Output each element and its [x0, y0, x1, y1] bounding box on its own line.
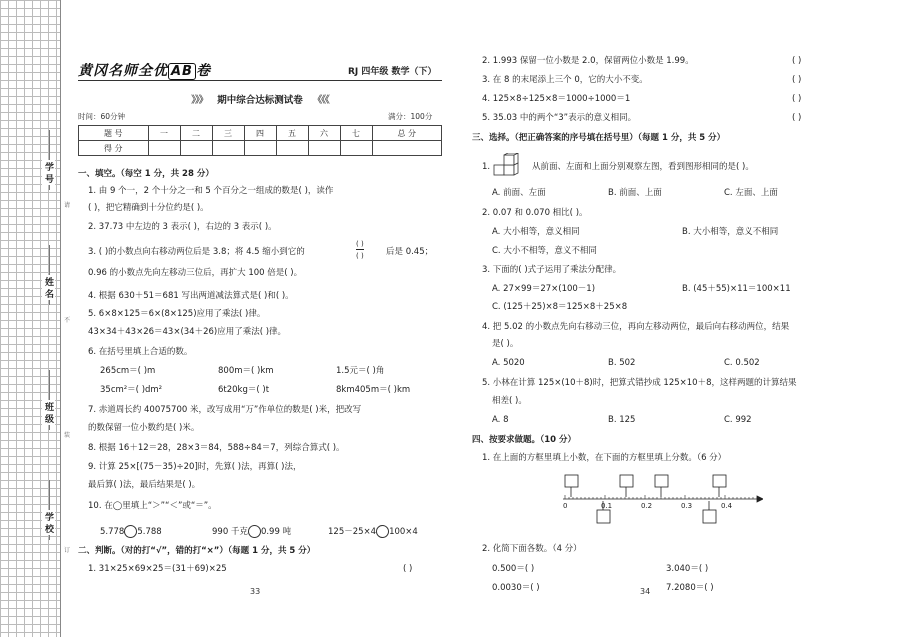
simplify-item: 0.0030＝( ): [492, 583, 540, 593]
conversion-item: 265cm＝( )m: [100, 366, 156, 376]
tick-label: 0.1: [601, 502, 613, 510]
question-text: 1. 31×25×69×25＝(31＋69)×25: [88, 564, 227, 574]
simplify-item: 3.040＝( ): [666, 564, 709, 574]
answer-box-top: [655, 475, 668, 487]
page-number: 33: [250, 587, 261, 596]
question-text: 最后算( )法，最后结果是( )。: [88, 480, 201, 490]
question-text: 4. 把 5.02 的小数点先向右移动三位，再向左移动两位，最后向右移动两位，结果: [482, 322, 790, 332]
question-text: 0.96 的小数点先向左移动三位后，再扩大 100 倍是( )。: [88, 268, 303, 278]
option-b[interactable]: B. 125: [608, 415, 636, 425]
table-cell: 得 分: [79, 141, 149, 156]
table-cell: 七: [340, 126, 372, 141]
conversion-item: 35cm²＝( )dm²: [100, 385, 163, 395]
question-text: 1. 由 9 个一，2 个十分之一和 5 个百分之一组成的数是( )，读作: [88, 186, 334, 196]
answer-paren[interactable]: ( ): [792, 75, 802, 85]
number-line-arrow: [757, 496, 763, 502]
question-text: 后是 0.45；: [386, 247, 434, 257]
grid-margin: [0, 0, 61, 637]
score-cell[interactable]: [276, 141, 308, 156]
seal-mark: 装: [64, 432, 71, 439]
question-text: 2. 0.07 和 0.070 相比( )。: [482, 208, 588, 218]
answer-paren[interactable]: ( ): [792, 56, 802, 66]
option-a[interactable]: A. 大小相等，意义相同: [492, 227, 580, 237]
table-cell: 一: [148, 126, 180, 141]
table-cell: 二: [180, 126, 212, 141]
answer-box-bottom: [703, 510, 716, 523]
section-title: 四、按要求做题。（10 分）: [472, 435, 577, 445]
question-text: 6. 在括号里填上合适的数。: [88, 347, 193, 357]
sidebar-label-class: 班 级: [43, 402, 53, 424]
conversion-item: 1.5元＝( )角: [336, 366, 385, 376]
option-b[interactable]: B. 502: [608, 358, 636, 368]
table-cell: 五: [276, 126, 308, 141]
seal-mark: 不: [64, 317, 71, 324]
section-title: 二、判断。（对的打“√”，错的打“×”）（每题 1 分，共 5 分）: [78, 546, 316, 556]
question-text: 10. 在◯里填上“＞”“＜”或“＝”。: [88, 501, 217, 511]
sidebar-label-name: 姓 名: [43, 277, 53, 299]
answer-paren[interactable]: ( ): [792, 94, 802, 104]
header-divider: [78, 80, 442, 81]
question-text: 4. 根据 630＋51＝681 写出两道减法算式是( )和( )。: [88, 291, 294, 301]
answer-box-top: [713, 475, 726, 487]
option-a[interactable]: A. 8: [492, 415, 509, 425]
sidebar-label-student-id: 学 号: [43, 162, 53, 184]
fraction-numerator: ( ): [356, 240, 364, 250]
page-number: 34: [640, 587, 651, 596]
answer-box-top: [565, 475, 578, 487]
score-cell[interactable]: [308, 141, 340, 156]
simplify-item: 0.500＝( ): [492, 564, 535, 574]
option-c[interactable]: C. 大小不相等，意义不相同: [492, 246, 597, 256]
option-b[interactable]: B. 前面、上面: [608, 188, 662, 198]
compare-circle[interactable]: [376, 525, 389, 538]
option-c[interactable]: C. 左面、上面: [724, 188, 778, 198]
question-text: 43×34＋43×26＝43×(34＋26)应用了乘法( )律。: [88, 327, 287, 337]
cube-figure-icon: [492, 153, 526, 177]
tick-label: 0.2: [641, 502, 653, 510]
table-row: [79, 141, 442, 156]
question-text: 2. 37.73 中左边的 3 表示( )，右边的 3 表示( )。: [88, 222, 277, 232]
seal-mark: 订: [64, 547, 71, 554]
question-text: 5. 小林在计算 125×(10＋8)时，把算式错抄成 125×10＋8，这样两题的计算结果: [482, 378, 797, 388]
question-number: 1.: [482, 162, 491, 172]
number-line: [563, 470, 763, 530]
section-title: 一、填空。（每空 1 分，共 28 分）: [78, 169, 214, 179]
option-a[interactable]: A. 5020: [492, 358, 525, 368]
answer-box-bottom: [597, 510, 610, 523]
question-text: 4. 125×8÷125×8＝1000÷1000＝1: [482, 94, 631, 104]
section-title: 三、选择。（把正确答案的序号填在括号里）（每题 1 分，共 5 分）: [472, 133, 726, 143]
answer-box-top: [620, 475, 633, 487]
conversion-item: 800m＝( )km: [218, 366, 274, 376]
question-text: 相差( )。: [492, 396, 527, 406]
brand-logo: 黄冈名师全优 AB 卷: [78, 63, 211, 79]
score-cell[interactable]: [372, 141, 442, 156]
answer-paren[interactable]: ( ): [792, 113, 802, 123]
question-text: 1. 在上面的方框里填上小数，在下面的方框里填上分数。（6 分）: [482, 453, 727, 463]
total-score: 满分：100分: [388, 112, 433, 121]
score-cell[interactable]: [340, 141, 372, 156]
compare-item: 5.778 5.788: [100, 527, 162, 537]
table-cell: 三: [212, 126, 244, 141]
exam-title: 》》》 期中综合达标测试卷 《《《: [191, 95, 329, 106]
question-text: 3. ( )的小数点向右移动两位后是 3.8；将 4.5 缩小到它的: [88, 247, 305, 257]
question-text: 7. 赤道周长约 40075700 米，改写成用“万”作单位的数是( )米，把改写: [88, 405, 362, 415]
option-b[interactable]: B. 大小相等，意义不相同: [682, 227, 779, 237]
compare-circle[interactable]: [248, 525, 261, 538]
option-a[interactable]: A. 前面、左面: [492, 188, 546, 198]
question-text: 的数保留一位小数约是( )米。: [88, 423, 200, 433]
question-text: 9. 计算 25×[(75－35)÷20]时，先算( )法，再算( )法，: [88, 462, 302, 472]
score-cell[interactable]: [180, 141, 212, 156]
grade-label: RJ 四年级 数学（下）: [348, 67, 437, 77]
table-cell: 题 号: [79, 126, 149, 141]
option-c[interactable]: C. 992: [724, 415, 752, 425]
answer-paren[interactable]: ( ): [403, 564, 413, 574]
score-cell[interactable]: [148, 141, 180, 156]
score-cell[interactable]: [244, 141, 276, 156]
table-cell: 四: [244, 126, 276, 141]
tick-label: 0.4: [721, 502, 733, 510]
table-cell: 六: [308, 126, 340, 141]
compare-item: 990 千克 0.99 吨: [212, 527, 292, 537]
question-text: 3. 在 8 的末尾添上三个 0，它的大小不变。: [482, 75, 648, 85]
time-limit: 时间：60分钟: [78, 112, 126, 121]
question-text: 3. 下面的( )式子运用了乘法分配律。: [482, 265, 622, 275]
option-b[interactable]: B. (45＋55)×11＝100×11: [682, 284, 791, 294]
table-row: [79, 126, 442, 141]
table-cell: 总 分: [372, 126, 442, 141]
compare-circle[interactable]: [124, 525, 137, 538]
tick-label: 0.3: [681, 502, 693, 510]
simplify-item: 7.2080＝( ): [666, 583, 714, 593]
sidebar-label-school: 学 校: [43, 512, 53, 534]
score-table: [78, 125, 442, 156]
question-text: 2. 1.993 保留一位小数是 2.0，保留两位小数是 1.99。: [482, 56, 694, 66]
compare-item: 125－25×4 100×4: [328, 527, 418, 537]
question-text: 8. 根据 16＋12＝28，28×3＝84，588÷84＝7，列综合算式( )。: [88, 443, 345, 453]
seal-mark: 请: [64, 202, 71, 209]
question-text: 是( )。: [492, 339, 519, 349]
option-c[interactable]: C. 0.502: [724, 358, 760, 368]
option-c[interactable]: C. (125＋25)×8＝125×8＋25×8: [492, 302, 628, 312]
question-text: 5. 35.03 中的两个“3”表示的意义相同。: [482, 113, 637, 123]
fraction-denominator: ( ): [356, 252, 364, 260]
conversion-item: 8km405m＝( )km: [336, 385, 411, 395]
score-cell[interactable]: [212, 141, 244, 156]
tick-label: 0: [563, 502, 568, 510]
question-text: 5. 6×8×125＝6×(8×125)应用了乘法( )律。: [88, 309, 266, 319]
question-text: 从前面、左面和上面分别观察左图，看到图形相同的是( )。: [532, 162, 754, 172]
question-text: ( )，把它精确到十分位约是( )。: [88, 203, 209, 213]
question-text: 2. 化简下面各数。（4 分）: [482, 544, 582, 554]
conversion-item: 6t20kg＝( )t: [218, 385, 270, 395]
option-a[interactable]: A. 27×99＝27×(100－1): [492, 284, 596, 294]
